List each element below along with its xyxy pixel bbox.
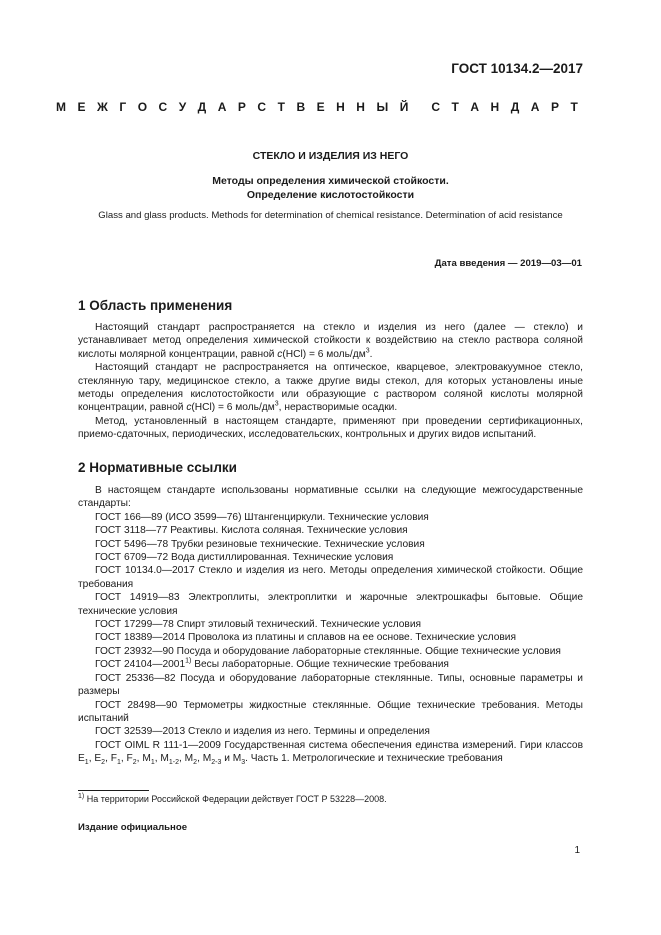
footnote: $^{1)}$ На территории Российской Федерации действует ГОСТ Р 53228—2008.: [78, 793, 387, 804]
banner-letter: Т: [570, 100, 578, 114]
reference-list: [78, 511, 583, 658]
banner-letter: Ы: [376, 100, 389, 114]
section-2-heading: 2 Нормативные ссылки: [78, 460, 237, 475]
subtitle-line-2: Определение кислотостойкости: [246, 189, 415, 201]
banner-letter: Е: [316, 100, 325, 114]
reference-item: ГОСТ 5496—78 Трубки резиновые технические. Технические условия: [95, 538, 425, 550]
section-1-heading: 1 Область применения: [78, 298, 233, 313]
reference-item: ГОСТ 18389—2014 Проволока из платины и сплавов на ее основе. Технические условия: [95, 632, 517, 644]
standard-title: СТЕКЛО И ИЗДЕЛИЯ ИЗ НЕГО: [252, 150, 409, 162]
reference-item: ГОСТ 14919—83 Электроплиты, электроплитки и жарочные электрошкафы бытовые. Общие технические условия: [78, 592, 583, 617]
banner-letter: С: [431, 100, 441, 114]
reference-item: ГОСТ 17299—78 Спирт этиловый технический. Технические условия: [95, 619, 422, 631]
reference-item: ГОСТ 10134.0—2017 Стекло и изделия из него. Методы определения химической стойкости. Общие требования: [78, 565, 583, 590]
interstate-standard-banner: [56, 100, 578, 114]
banner-letter: А: [217, 100, 227, 114]
section-1-body: [78, 321, 583, 442]
reference-item: ГОСТ 24104—2001$^{1)}$ Весы лабораторные. Общие технические требования: [95, 657, 449, 671]
reference-item: ГОСТ 6709—72 Вода дистиллированная. Технические условия: [95, 552, 394, 564]
section-2-body: [78, 484, 583, 766]
reference-item: ГОСТ 23932—90 Посуда и оборудование лабораторные стеклянные. Общие технические условия: [95, 645, 561, 657]
banner-letter: В: [296, 100, 306, 114]
banner-letter: Н: [490, 100, 500, 114]
banner-letter: Д: [197, 100, 207, 114]
banner-letter: Т: [277, 100, 285, 114]
banner-letter: С: [257, 100, 267, 114]
paragraph: Настоящий стандарт распространяется на стекло и изделия из него (далее — стекло) и устанавливает метод определения химической стойкости к воздействию на стекло раствора соляной кислоты молярной концентрации, равной с(HCl) = 6 моль/$дм^3$.: [78, 322, 583, 360]
footnote-divider: [78, 790, 149, 791]
banner-letter: Р: [550, 100, 559, 114]
standard-subtitle: [0, 174, 661, 202]
subtitle-line-1: Методы определения химической стойкости.: [212, 175, 449, 187]
banner-letter: О: [137, 100, 148, 114]
paragraph: В настоящем стандарте использованы нормативные ссылки на следующие межгосударственные стандарты:: [78, 485, 583, 510]
official-edition-label: Издание официальное: [78, 822, 188, 833]
banner-letter: Й: [399, 100, 409, 114]
document-code: ГОСТ 10134.2—2017: [451, 61, 583, 76]
introduction-date: Дата введения — 2019—03—01: [434, 258, 582, 269]
reference-item: ГОСТ 3118—77 Реактивы. Кислота соляная. Технические условия: [95, 525, 408, 537]
banner-letter: Н: [356, 100, 365, 114]
banner-letter: Д: [510, 100, 520, 114]
reference-item-oiml: ГОСТ OIML R 111-1—2009 Государственная система обеспечения единства измерений. Гири классов $E_1$, $E_2$, $F_1$, $F_2$, $M_1$, $M_{1-2}$, $M_2$, $M_{2-3}$ и $M_3$. Часть 1. Метрологические и технические требования: [78, 739, 583, 767]
paragraph: Метод, установленный в настоящем стандарте, применяют при проведении сертификационных, приемо-сдаточных, периодических, исследовательских, контрольных и других видов испытаний.: [78, 415, 583, 441]
banner-letter: С: [158, 100, 168, 114]
reference-item: ГОСТ 166—89 (ИСО 3599—76) Штангенциркули. Технические условия: [95, 511, 429, 523]
banner-letter: А: [530, 100, 540, 114]
banner-letter: Р: [237, 100, 246, 114]
reference-item: ГОСТ 32539—2013 Стекло и изделия из него. Термины и определения: [95, 726, 430, 738]
english-title: Glass and glass products. Methods for determination of chemical resistance. Determination of acid resistance: [98, 210, 563, 221]
banner-letter: А: [470, 100, 480, 114]
page-number: 1: [574, 845, 580, 856]
banner-letter: Е: [77, 100, 86, 114]
reference-item: ГОСТ 28498—90 Термометры жидкостные стеклянные. Общие технические требования. Методы испытаний: [78, 699, 583, 724]
banner-letter: Ж: [97, 100, 108, 114]
banner-letter: М: [56, 100, 66, 114]
banner-letter: У: [178, 100, 187, 114]
reference-item: ГОСТ 25336—82 Посуда и оборудование лабораторные стеклянные. Типы, основные параметры и размеры: [78, 672, 583, 698]
paragraph: Настоящий стандарт не распространяется на оптическое, кварцевое, электровакуумное стекло, стеклянную тару, медицинское стекло, а также другие виды стекол, для которых установлены иные методы определения кислотостойкости или образующие с раствором соляной кислоты молярной концентрации, равной с(HCl) = 6 моль/$дм^3$, нерастворимые осадки.: [78, 362, 583, 414]
banner-letter: Н: [336, 100, 345, 114]
banner-letter: Г: [119, 100, 127, 114]
banner-letter: Т: [451, 100, 459, 114]
reference-list: [78, 672, 583, 739]
